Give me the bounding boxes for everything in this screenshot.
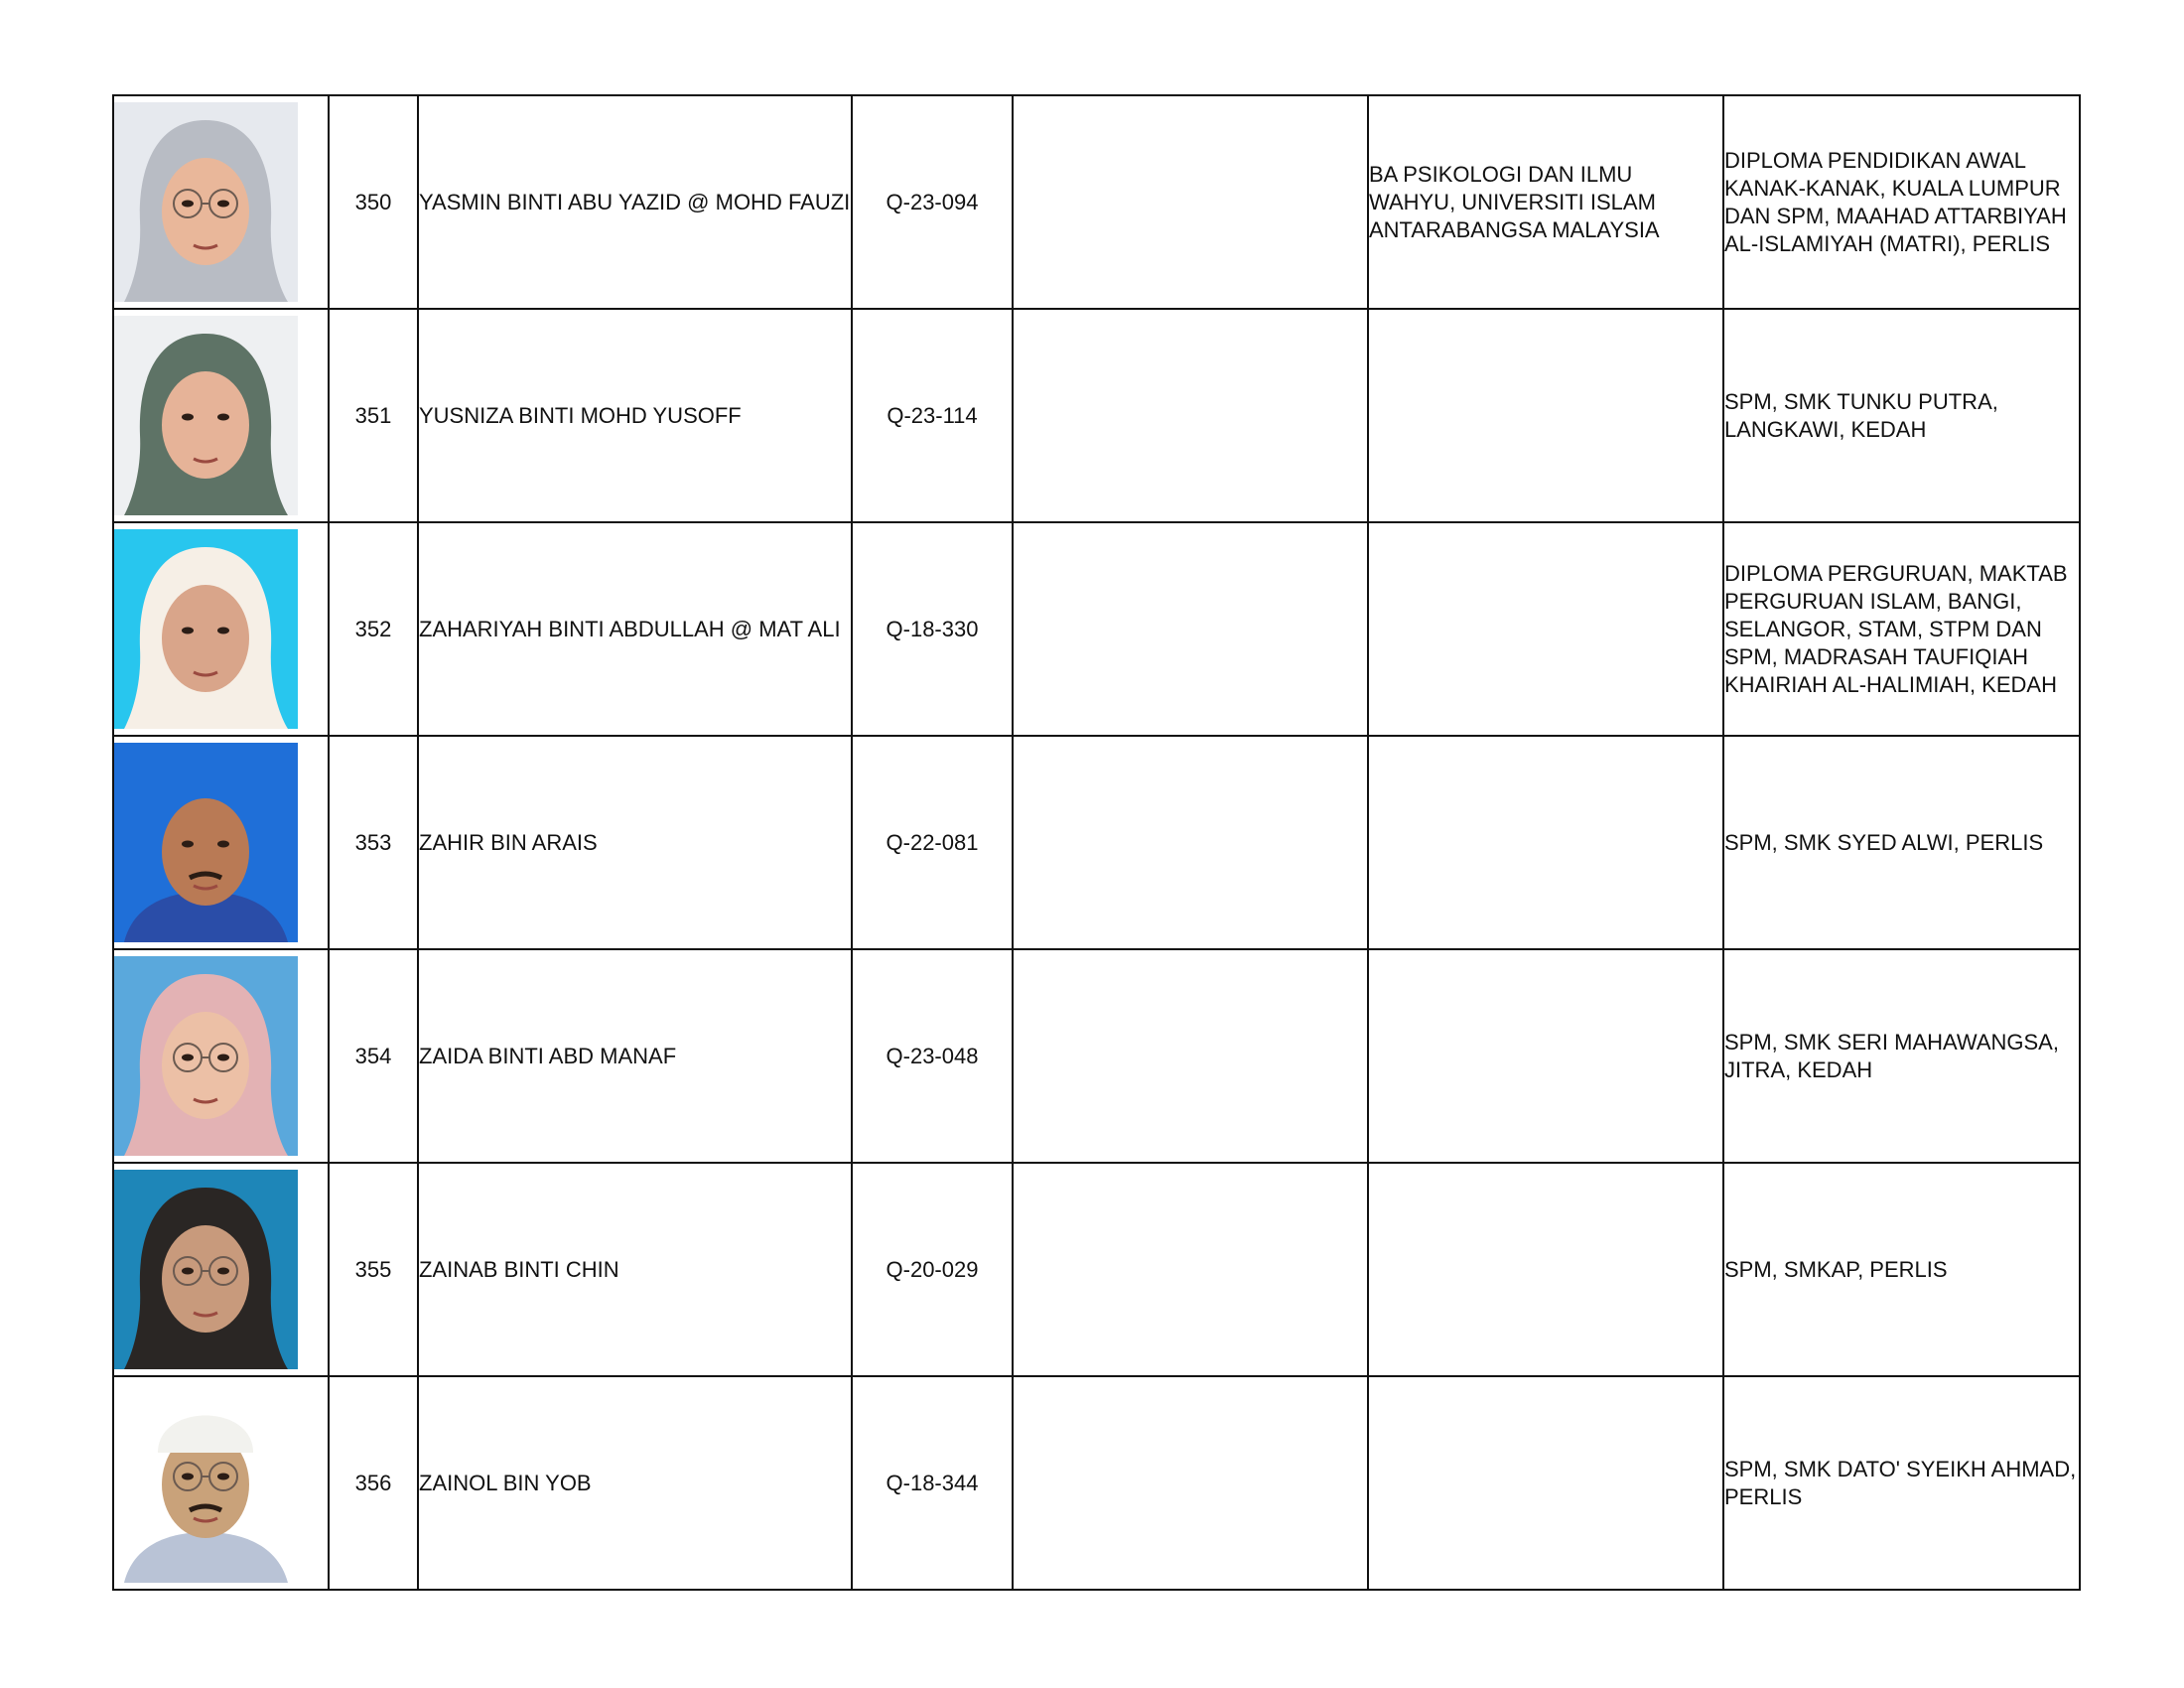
table-row [113, 522, 2080, 736]
degree-qualification: BA PSIKOLOGI DAN ILMU WAHYU, UNIVERSITI ISLAM ANTARABANGSA MALAYSIA [1368, 95, 1723, 309]
photo-cell [113, 949, 329, 1163]
member-photo [114, 743, 298, 942]
member-name: ZAHARIYAH BINTI ABDULLAH @ MAT ALI [418, 522, 852, 736]
empty-column [1013, 736, 1368, 949]
empty-column [1013, 949, 1368, 1163]
member-code: Q-22-081 [852, 736, 1013, 949]
member-table [112, 94, 2081, 1591]
member-code: Q-20-029 [852, 1163, 1013, 1376]
photo-cell [113, 95, 329, 309]
photo-cell [113, 736, 329, 949]
member-name: ZAINAB BINTI CHIN [418, 1163, 852, 1376]
table-row [113, 736, 2080, 949]
table-row [113, 949, 2080, 1163]
education-background: SPM, SMK DATO' SYEIKH AHMAD, PERLIS [1723, 1376, 2080, 1590]
photo-cell [113, 309, 329, 522]
member-name: YUSNIZA BINTI MOHD YUSOFF [418, 309, 852, 522]
member-name: ZAINOL BIN YOB [418, 1376, 852, 1590]
photo-cell [113, 522, 329, 736]
degree-qualification [1368, 1163, 1723, 1376]
member-name: YASMIN BINTI ABU YAZID @ MOHD FAUZI [418, 95, 852, 309]
empty-column [1013, 1376, 1368, 1590]
row-number: 351 [329, 309, 418, 522]
row-number: 353 [329, 736, 418, 949]
table-row [113, 1163, 2080, 1376]
education-background: DIPLOMA PERGURUAN, MAKTAB PERGURUAN ISLAM, BANGI, SELANGOR, STAM, STPM DAN SPM, MADRASAH TAUFIQIAH KHAIRIAH AL-HALIMIAH, KEDAH [1723, 522, 2080, 736]
degree-qualification [1368, 309, 1723, 522]
empty-column [1013, 309, 1368, 522]
row-number: 350 [329, 95, 418, 309]
empty-column [1013, 95, 1368, 309]
member-code: Q-23-048 [852, 949, 1013, 1163]
member-photo [114, 1170, 298, 1369]
table-row [113, 309, 2080, 522]
degree-qualification [1368, 1376, 1723, 1590]
member-photo [114, 956, 298, 1156]
degree-qualification [1368, 522, 1723, 736]
empty-column [1013, 1163, 1368, 1376]
row-number: 354 [329, 949, 418, 1163]
member-photo [114, 102, 298, 302]
education-background: SPM, SMKAP, PERLIS [1723, 1163, 2080, 1376]
education-background: SPM, SMK SYED ALWI, PERLIS [1723, 736, 2080, 949]
member-photo [114, 1383, 298, 1583]
degree-qualification [1368, 949, 1723, 1163]
row-number: 352 [329, 522, 418, 736]
member-photo [114, 529, 298, 729]
photo-cell [113, 1376, 329, 1590]
row-number: 355 [329, 1163, 418, 1376]
education-background: SPM, SMK SERI MAHAWANGSA, JITRA, KEDAH [1723, 949, 2080, 1163]
member-code: Q-23-114 [852, 309, 1013, 522]
member-name: ZAIDA BINTI ABD MANAF [418, 949, 852, 1163]
education-background: DIPLOMA PENDIDIKAN AWAL KANAK-KANAK, KUALA LUMPUR DAN SPM, MAAHAD ATTARBIYAH AL-ISLAMIYAH (MATRI), PERLIS [1723, 95, 2080, 309]
empty-column [1013, 522, 1368, 736]
member-photo [114, 316, 298, 515]
row-number: 356 [329, 1376, 418, 1590]
table-row [113, 1376, 2080, 1590]
table-row [113, 95, 2080, 309]
photo-cell [113, 1163, 329, 1376]
member-name: ZAHIR BIN ARAIS [418, 736, 852, 949]
member-code: Q-18-344 [852, 1376, 1013, 1590]
degree-qualification [1368, 736, 1723, 949]
member-code: Q-23-094 [852, 95, 1013, 309]
member-code: Q-18-330 [852, 522, 1013, 736]
education-background: SPM, SMK TUNKU PUTRA, LANGKAWI, KEDAH [1723, 309, 2080, 522]
